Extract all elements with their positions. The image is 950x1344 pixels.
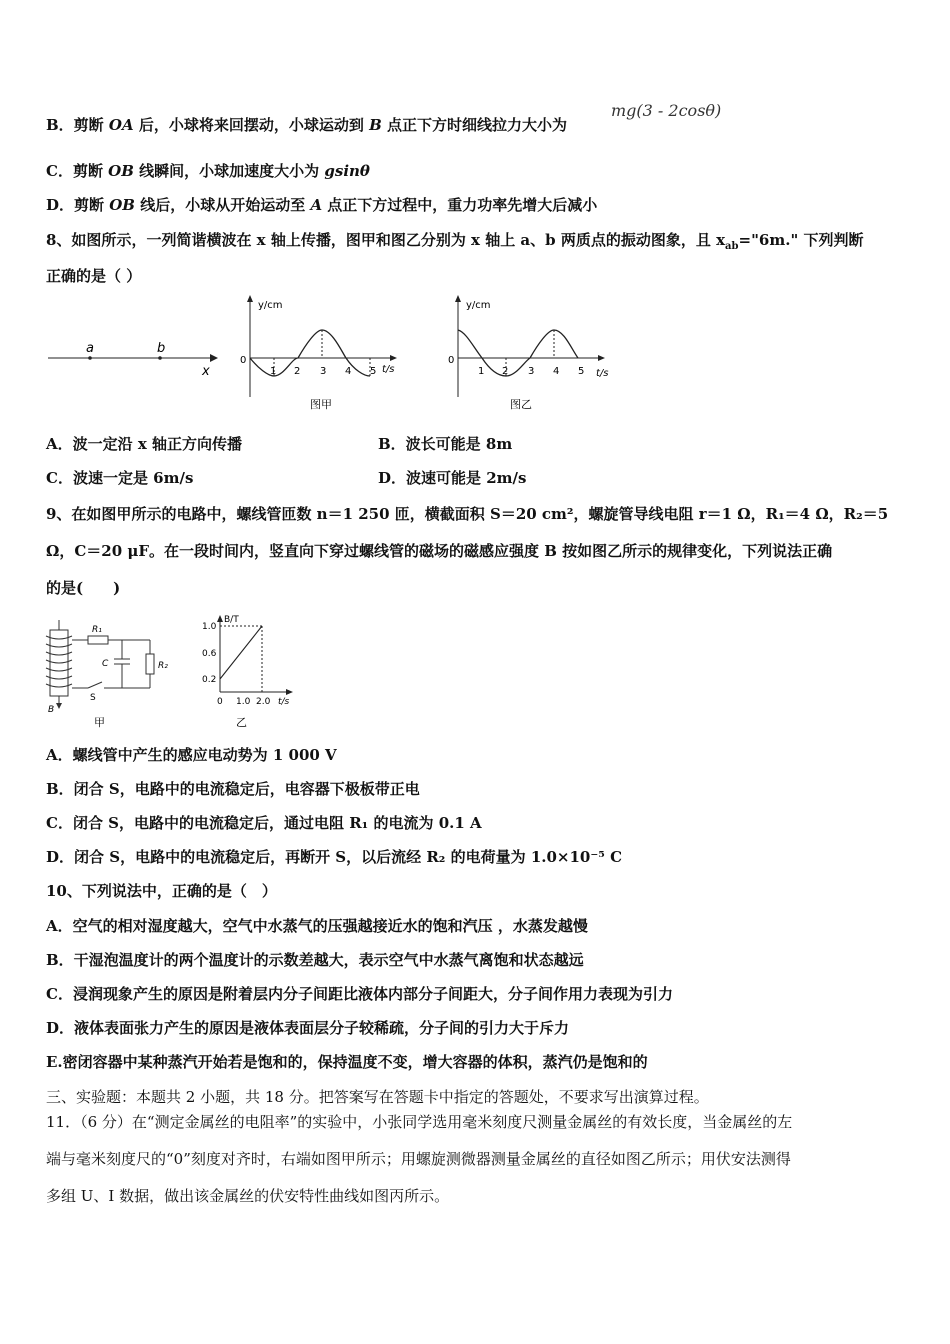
- svg-text:B: B: [48, 705, 55, 715]
- svg-text:0: 0: [240, 355, 247, 366]
- q9-option-b: B．闭合 S，电路中的电流稳定后，电容器下极板带正电: [46, 780, 420, 798]
- q9-option-c: C．闭合 S，电路中的电流稳定后，通过电阻 R₁ 的电流为 0.1 A: [46, 814, 482, 832]
- svg-text:乙: 乙: [236, 716, 247, 729]
- q8-stem-line1: 8、如图所示，一列简谐横波在 x 轴上传播，图甲和图乙分别为 x 轴上 a、b 两质点的振动图象，且 $x_{ab}="6m$." 下列判断: [46, 231, 864, 252]
- svg-text:R₁: R₁: [92, 625, 102, 635]
- svg-text:0: 0: [217, 697, 223, 707]
- q7-option-b: B．剪断 OA 后，小球将来回摆动，小球运动到 B 点正下方时细线拉力大小为: [46, 116, 567, 134]
- svg-text:S: S: [90, 693, 96, 703]
- svg-text:0.6: 0.6: [202, 649, 217, 659]
- q10-stem: 10、下列说法中，正确的是（ ）: [46, 882, 277, 900]
- svg-text:t/s: t/s: [382, 364, 395, 375]
- svg-text:1.0: 1.0: [236, 697, 251, 707]
- q8-x-axis-figure: [48, 341, 218, 379]
- svg-text:y/cm: y/cm: [466, 300, 491, 311]
- svg-text:B/T: B/T: [224, 615, 239, 625]
- q9-circuit: [46, 620, 168, 729]
- q10-option-a: A．空气的相对湿度越大，空气中水蒸气的压强越接近水的饱和汽压 ，水蒸发越慢: [46, 917, 588, 935]
- svg-text:C: C: [102, 659, 109, 669]
- q8-option-d: D．波速可能是 2m/s: [378, 469, 527, 487]
- svg-text:1.0: 1.0: [202, 622, 217, 632]
- svg-text:0: 0: [448, 355, 455, 366]
- svg-text:2.0: 2.0: [256, 697, 271, 707]
- q8-label-a: a: [86, 341, 94, 356]
- svg-text:2: 2: [502, 366, 509, 377]
- q11-line2: 端与毫米刻度尺的“0”刻度对齐时，右端如图甲所示；用螺旋测微器测量金属丝的直径如图乙所示；用伏安法测得: [46, 1150, 791, 1168]
- q7-b-formula: mg(3 - 2cosθ): [611, 101, 722, 120]
- svg-text:y/cm: y/cm: [258, 300, 283, 311]
- svg-text:t/s: t/s: [596, 368, 609, 379]
- svg-text:1: 1: [270, 366, 277, 377]
- svg-text:图乙: 图乙: [510, 398, 532, 411]
- q9-stem-line3: 的是( ): [46, 579, 121, 597]
- svg-text:5: 5: [578, 366, 585, 377]
- q8-option-a: A．波一定沿 x 轴正方向传播: [46, 435, 243, 453]
- q8-option-c: C．波速一定是 6m/s: [46, 469, 194, 487]
- q8-graph-jia: [240, 295, 397, 411]
- q11-line3: 多组 U、I 数据，做出该金属丝的伏安特性曲线如图丙所示。: [46, 1187, 450, 1205]
- svg-text:0.2: 0.2: [202, 675, 217, 685]
- svg-text:甲: 甲: [94, 716, 105, 729]
- q9-option-d: D．闭合 S，电路中的电流稳定后，再断开 S，以后流经 R₂ 的电荷量为 1.0×10⁻⁵ C: [46, 848, 623, 866]
- q10-option-d: D．液体表面张力产生的原因是液体表面层分子较稀疏，分子间的引力大于斥力: [46, 1019, 570, 1037]
- svg-text:图甲: 图甲: [310, 398, 332, 411]
- q8-label-b: b: [157, 341, 166, 356]
- svg-text:2: 2: [294, 366, 301, 377]
- q8-graph-yi: [448, 295, 609, 411]
- svg-text:4: 4: [553, 366, 560, 377]
- q8-figures: [40, 292, 620, 417]
- q9-stem-line2: Ω，C＝20 μF。在一段时间内，竖直向下穿过螺线管的磁场的磁感应强度 B 按如图乙所示的规律变化，下列说法正确: [46, 542, 833, 560]
- q9-bt-graph: [202, 615, 293, 729]
- q8-label-x: x: [202, 364, 210, 379]
- q8-option-b: B．波长可能是 8m: [378, 435, 513, 453]
- q10-option-e: E.密闭容器中某种蒸汽开始若是饱和的，保持温度不变，增大容器的体积，蒸汽仍是饱和的: [46, 1053, 648, 1071]
- svg-text:1: 1: [478, 366, 485, 377]
- svg-text:3: 3: [320, 366, 327, 377]
- q7-option-d: D．剪断 OB 线后，小球从开始运动至 A 点正下方过程中，重力功率先增大后减小: [46, 196, 598, 214]
- svg-text:3: 3: [528, 366, 535, 377]
- svg-text:4: 4: [345, 366, 352, 377]
- svg-text:R₂: R₂: [158, 661, 168, 671]
- svg-text:t/s: t/s: [278, 697, 290, 707]
- section-3-heading: 三、实验题：本题共 2 小题，共 18 分。把答案写在答题卡中指定的答题处，不要求写出演算过程。: [46, 1088, 709, 1106]
- q8-stem-line2: 正确的是（ ）: [46, 267, 142, 285]
- q9-option-a: A．螺线管中产生的感应电动势为 1 000 V: [46, 746, 337, 764]
- q9-stem-line1: 9、在如图甲所示的电路中，螺线管匝数 n＝1 250 匝，横截面积 S＝20 cm²，螺旋管导线电阻 r＝1 Ω，R₁＝4 Ω，R₂＝5: [46, 505, 889, 523]
- q7-option-c: C．剪断 OB 线瞬间，小球加速度大小为 gsinθ: [46, 162, 370, 180]
- q11-line1: 11．（6 分）在“测定金属丝的电阻率”的实验中，小张同学选用毫米刻度尺测量金属丝的有效长度，当金属丝的左: [46, 1113, 793, 1131]
- q10-option-b: B．干湿泡温度计的两个温度计的示数差越大，表示空气中水蒸气离饱和状态越远: [46, 951, 584, 969]
- svg-text:5: 5: [370, 366, 377, 377]
- q10-option-c: C．浸润现象产生的原因是附着层内分子间距比液体内部分子间距大，分子间作用力表现为引力: [46, 985, 673, 1003]
- q9-figures: [40, 612, 310, 732]
